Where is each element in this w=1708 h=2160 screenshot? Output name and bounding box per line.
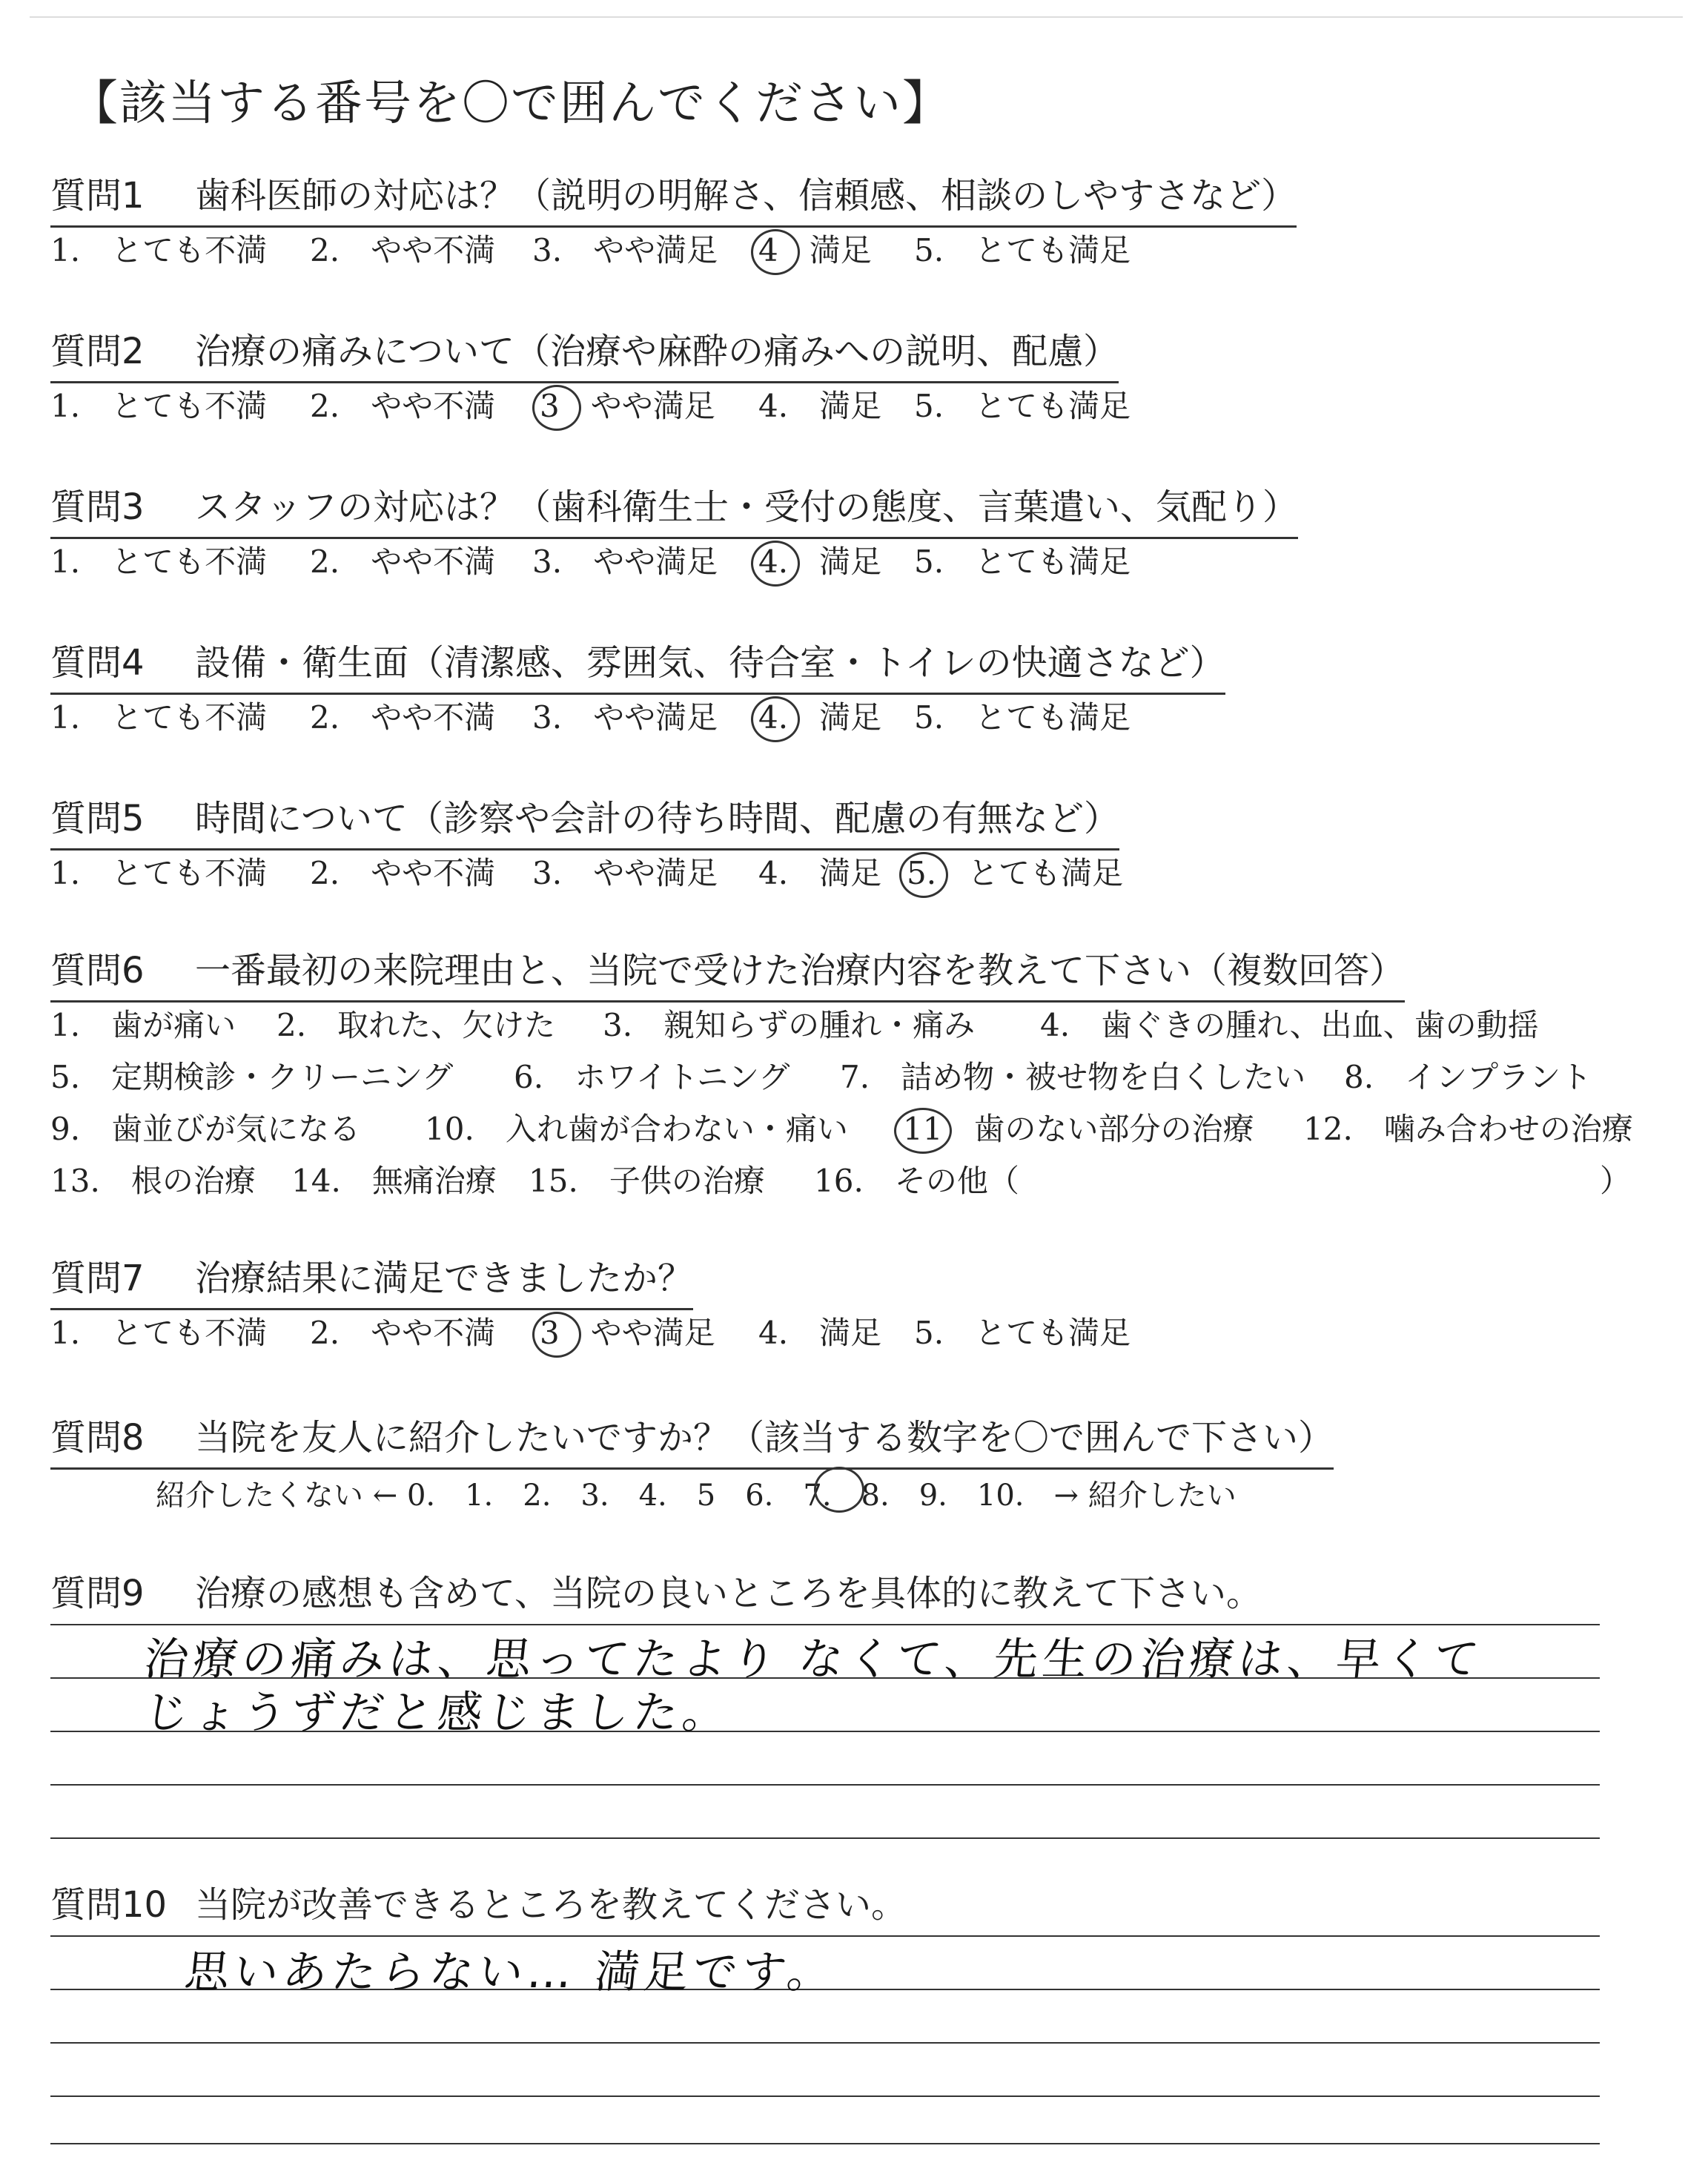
q2-option-1[interactable]: 1. とても不満 — [50, 388, 268, 424]
q5-option-4[interactable]: 4. 満足 — [758, 855, 882, 891]
q7-option-4[interactable]: 4. 満足 — [758, 1315, 882, 1351]
q6-option-13[interactable]: 13. 根の治療 — [50, 1163, 256, 1199]
q6-option-7[interactable]: 7. 詰め物・被せ物を白くしたい — [840, 1059, 1306, 1095]
q1-option-3[interactable]: 3. やや満足 — [532, 232, 718, 268]
form-title: 【該当する番号を〇で囲んでください】 — [70, 76, 951, 131]
q2-option-4[interactable]: 4. 満足 — [758, 388, 882, 424]
question-6-title: 質問6 一番最初の来院理由と、当院で受けた治療内容を教えて下さい（複数回答） — [50, 942, 1405, 1003]
q1-option-2[interactable]: 2. やや不満 — [310, 232, 496, 268]
q6-option-8[interactable]: 8. インプラント — [1344, 1059, 1592, 1095]
question-8-title: 質問8 当院を友人に紹介したいですか？（該当する数字を〇で囲んで下さい） — [50, 1409, 1334, 1470]
q6-option-12[interactable]: 12. 噛み合わせの治療 — [1303, 1111, 1633, 1147]
q6-option-6[interactable]: 6. ホワイトニング — [514, 1059, 790, 1095]
q3-option-5[interactable]: 5. とても満足 — [914, 544, 1131, 580]
question-1-number: 質問1 — [50, 175, 145, 217]
q6-option-15[interactable]: 15. 子供の治療 — [529, 1163, 765, 1199]
question-4-title: 質問4 設備・衛生面（清潔感、雰囲気、待合室・トイレの快適さなど） — [50, 634, 1225, 695]
q6-option-5[interactable]: 5. 定期検診・クリーニング — [50, 1059, 454, 1095]
question-7-title: 質問7 治療結果に満足できましたか？ — [50, 1249, 693, 1310]
question-9-title: 質問9 治療の感想も含めて、当院の良いところを具体的に教えて下さい。 — [50, 1573, 1262, 1614]
question-2-title: 質問2 治療の痛みについて（治療や麻酔の痛みへの説明、配慮） — [50, 323, 1119, 383]
q6-option-2[interactable]: 2. 取れた、欠けた — [277, 1007, 556, 1043]
question-1-title — [50, 167, 1297, 228]
q4-option-1[interactable]: 1. とても不満 — [50, 699, 268, 736]
q1-option-4-selected[interactable]: 4 満足 — [758, 232, 872, 268]
q4-option-4-selected[interactable]: 4. 満足 — [758, 699, 882, 736]
q7-option-2[interactable]: 2. やや不満 — [310, 1315, 496, 1351]
q4-option-2[interactable]: 2. やや不満 — [310, 699, 496, 736]
q3-option-3[interactable]: 3. やや満足 — [532, 544, 718, 580]
q1-option-1[interactable]: 1. とても不満 — [50, 232, 268, 268]
q3-option-2[interactable]: 2. やや不満 — [310, 544, 496, 580]
q6-option-1[interactable]: 1. 歯が痛い — [50, 1007, 236, 1043]
question-1-text: 歯科医師の対応は？（説明の明解さ、信頼感、相談のしやすさなど） — [195, 175, 1297, 217]
q3-option-1[interactable]: 1. とても不満 — [50, 544, 268, 580]
q7-option-1[interactable]: 1. とても不満 — [50, 1315, 268, 1351]
q9-line-4 — [50, 1784, 1600, 1786]
q6-option-3[interactable]: 3. 親知らずの腫れ・痛み — [603, 1007, 976, 1043]
q2-option-5[interactable]: 5. とても満足 — [914, 388, 1131, 424]
q7-option-5[interactable]: 5. とても満足 — [914, 1315, 1131, 1351]
question-5-title: 質問5 時間について（診察や会計の待ち時間、配慮の有無など） — [50, 790, 1119, 851]
q7-option-3-selected[interactable]: 3 やや満足 — [540, 1315, 715, 1351]
q5-option-3[interactable]: 3. やや満足 — [532, 855, 718, 891]
q10-line-5 — [50, 2143, 1600, 2144]
q6-option-16[interactable]: 16. その他（ — [814, 1163, 1019, 1199]
q6-option-10[interactable]: 10. 入れ歯が合わない・痛い — [425, 1111, 848, 1147]
q10-line-3 — [50, 2042, 1600, 2044]
q5-option-1[interactable]: 1. とても不満 — [50, 855, 268, 891]
q9-handwritten-answer-line-1[interactable]: 治療の痛みは、思ってたより なくて、先生の治療は、早くて — [141, 1634, 1486, 1685]
q9-handwritten-answer-line-2[interactable]: じょうずだと感じました。 — [141, 1687, 735, 1739]
q4-option-5[interactable]: 5. とても満足 — [914, 699, 1131, 736]
q6-option-11-selected[interactable]: 11 歯のない部分の治療 — [903, 1111, 1254, 1147]
q6-option-9[interactable]: 9. 歯並びが気になる — [50, 1111, 361, 1147]
q10-line-4 — [50, 2095, 1600, 2097]
question-3-title: 質問3 スタッフの対応は？（歯科衛生士・受付の態度、言葉遣い、気配り） — [50, 478, 1298, 539]
q2-option-3-selected[interactable]: 3 やや満足 — [540, 388, 715, 424]
q6-other-close-paren: ） — [1600, 1163, 1632, 1199]
q8-recommend-scale[interactable]: 紹介したくない ← 0. 1. 2. 3. 4. 5 6. 7. 8. 9. 10. → 紹介したい — [156, 1479, 1237, 1513]
q8-selected-5-circle — [814, 1467, 864, 1513]
q5-option-2[interactable]: 2. やや不満 — [310, 855, 496, 891]
q6-option-4[interactable]: 4. 歯ぐきの腫れ、出血、歯の動揺 — [1040, 1007, 1539, 1043]
q6-option-14[interactable]: 14. 無痛治療 — [291, 1163, 497, 1199]
q3-option-4-selected[interactable]: 4. 満足 — [758, 544, 882, 580]
q2-option-2[interactable]: 2. やや不満 — [310, 388, 496, 424]
q5-option-5-selected[interactable]: 5. とても満足 — [907, 855, 1124, 891]
q4-option-3[interactable]: 3. やや満足 — [532, 699, 718, 736]
q1-option-5[interactable]: 5. とても満足 — [914, 232, 1131, 268]
q10-handwritten-answer[interactable]: 思いあたらない… 満足です。 — [182, 1946, 839, 1998]
page-top-edge — [30, 16, 1683, 18]
q9-line-5 — [50, 1837, 1600, 1839]
question-10-title: 質問10 当院が改善できるところを教えてください。 — [50, 1884, 907, 1926]
